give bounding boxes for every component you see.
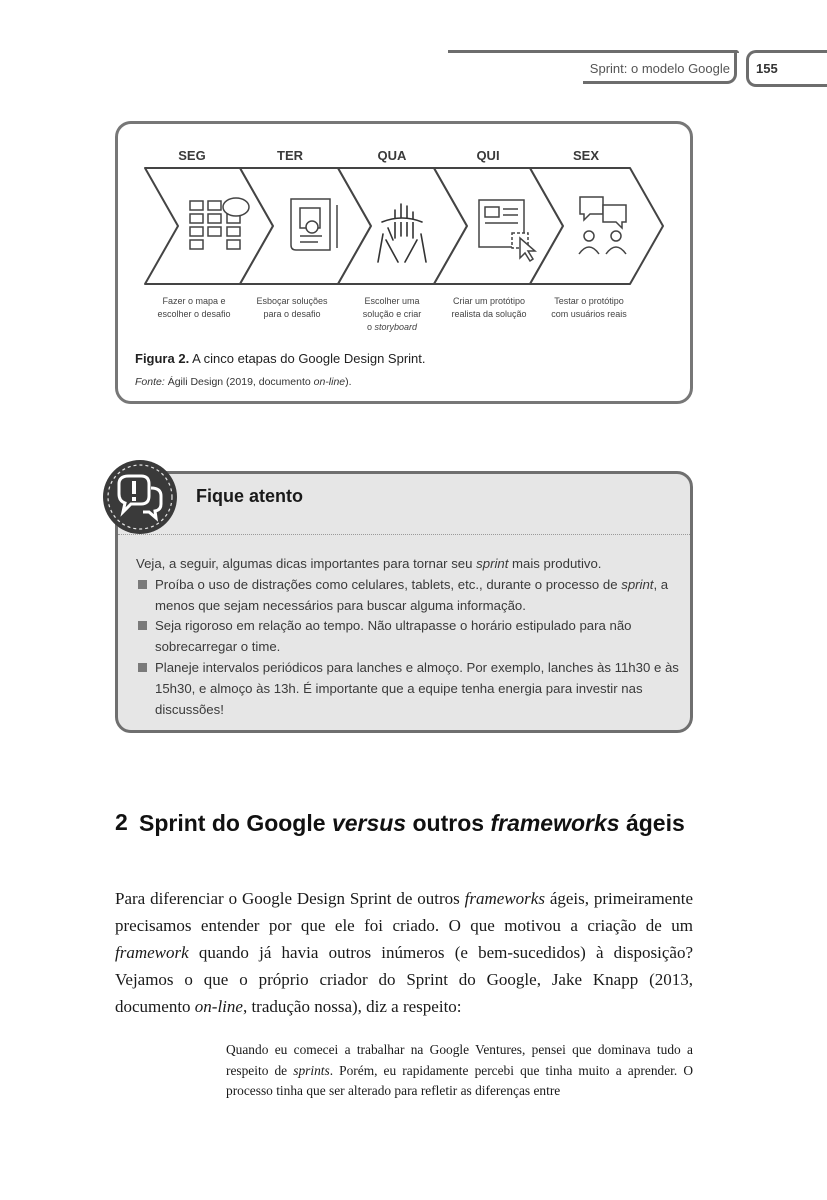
running-title: Sprint: o modelo Google [589,61,730,76]
title-italic: frameworks [490,810,620,836]
day-label: QUI [476,148,500,163]
list-item [136,658,681,720]
section-number: 2 [115,809,128,835]
body-italic: on-line [194,997,243,1016]
attention-intro [136,554,681,575]
source-label: Fonte: [135,376,165,388]
body-paragraph [115,885,693,1020]
list-item [136,575,681,617]
step-description: Fazer o mapa e [162,296,226,306]
tips-list [136,575,681,721]
step-description: Esboçar soluções [256,296,328,306]
storyboard-italic: storyboard [374,322,418,332]
step-description: o storyboard [366,322,418,332]
step-description: Testar o protótipo [554,296,624,306]
intro-text: Veja, a seguir, algumas dicas importantes para tornar seu [136,556,477,571]
sketch-board-icon [291,199,337,250]
title-italic: versus [331,810,407,836]
bullet-square-icon [138,663,147,672]
caption-label: Figura 2. [135,351,190,366]
tip-text: Seja rigoroso em relação ao tempo. Não ultrapasse o horário estipulado para não sobrecarregar o time. [155,618,632,655]
body-text: ágeis, primeiramente precisamos entender por que ele foi criado. O que motivou a criação de um [115,889,693,935]
intro-text-end: mais produtivo. [508,556,602,571]
tip-text: Planeje intervalos periódicos para lanches e almoço. Por exemplo, lanches às 11h30 e às 15h30, e almoço às 13h. É importante que a equipe tenha energia para investir nas discussões! [155,659,679,717]
body-text: Para diferenciar o Google Design Sprint de outros [115,889,465,908]
day-label: QUA [377,148,407,163]
title-part: ágeis [619,810,685,836]
step-description: Criar um protótipo [452,296,526,306]
page-number: 155 [756,61,778,76]
figure-source [135,376,352,388]
title-part: Sprint do Google [139,810,332,836]
bullet-square-icon [138,580,147,589]
quote-text: . Porém, eu rapidamente percebi que tinha muito a aprender. O processo tinha que ser alterado para refletir as diferenças entre [226,1062,693,1098]
day-label: SEG [178,148,206,163]
section-title [139,809,699,837]
step-description: para o desafio [263,309,321,319]
body-text: , tradução nossa), diz a respeito: [242,997,462,1016]
body-text: quando já havia outros inúmeros (e bem-sucedidos) à disposição? Vejamos o que o próprio criador do Sprint do Google, Jake Knapp (2013, documento [115,943,693,1016]
source-text-end: ). [345,376,352,388]
step-description: com usuários reais [551,309,627,319]
body-italic: frameworks [464,889,545,908]
intro-italic: sprint [476,556,509,571]
step-description: escolher o desafio [157,309,231,319]
step-description: realista da solução [451,309,527,319]
attention-divider [118,534,690,535]
title-part: outros [406,810,491,836]
attention-title: Fique atento [196,486,303,506]
caption-text: A cinco etapas do Google Design Sprint. [189,351,426,366]
day-label: SEX [572,148,600,163]
body-italic: framework [115,943,189,962]
figure-caption [135,351,426,366]
tip-italic: sprint [621,576,654,592]
quote-text: Quando eu comecei a trabalhar na Google Ventures, pensei que dominava tudo a respeito de [226,1042,693,1078]
step-description: Escolher uma [364,296,420,306]
tip-text-end: , a menos que sejam necessários para buscar alguma informação. [155,576,669,613]
source-text: Ágili Design (2019, documento [164,376,314,388]
list-item [136,616,681,658]
tip-text: Proíba o uso de distrações como celulares, tablets, etc., durante o processo de [155,576,622,592]
attention-content [136,554,681,720]
block-quote [226,1040,693,1102]
attention-bubble-icon [101,458,179,536]
quote-italic: sprints [293,1062,330,1078]
step-description: solução e criar [362,309,422,319]
day-label: TER [277,148,303,163]
bullet-square-icon [138,621,147,630]
source-text-italic: on-line [313,376,346,388]
